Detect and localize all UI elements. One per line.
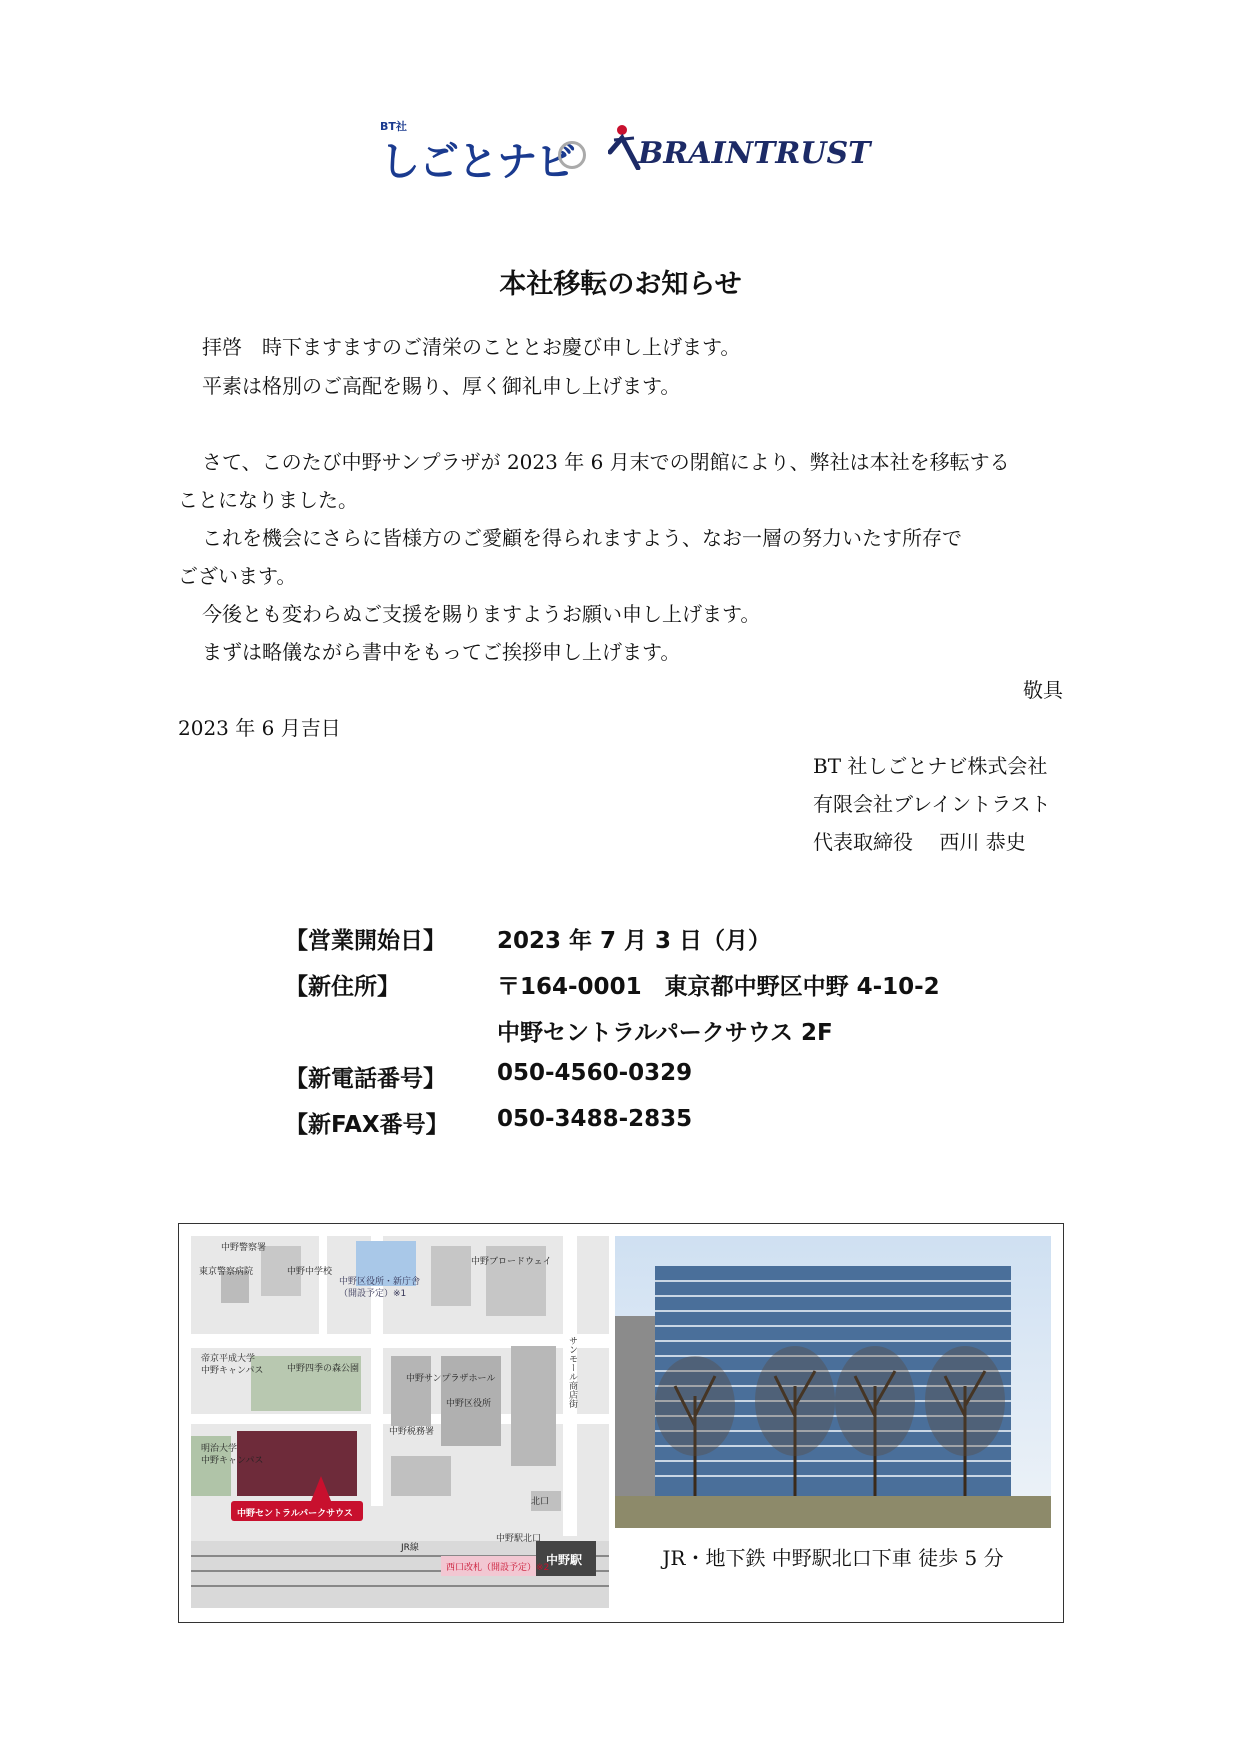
body-line-7: 今後とも変わらぬご支援を賜りますようお願い申し上げます。 xyxy=(202,602,761,626)
open-date-label: 【営業開始日】 xyxy=(285,928,446,954)
map-label-teikyo-campus: 中野キャンパス xyxy=(201,1366,264,1376)
shigoto-navi-logo-small: BT社 xyxy=(380,120,407,133)
access-caption: JR・地下鉄 中野駅北口下車 徒歩 5 分 xyxy=(662,1546,1004,1570)
building-photo xyxy=(615,1236,1051,1528)
shigoto-navi-logo: しごとナビ xyxy=(380,139,575,185)
map-label-new-exit: 西口改札（開設予定）※2 xyxy=(446,1563,550,1573)
signature-representative: 代表取締役 西川 恭史 xyxy=(813,830,1026,854)
phone-value: 050-4560-0329 xyxy=(497,1060,693,1086)
access-box xyxy=(178,1223,1064,1623)
address-value-line1: 〒164-0001 東京都中野区中野 4-10-2 xyxy=(497,974,940,1000)
map-label-ward-office: 中野区役所 xyxy=(446,1399,492,1409)
address-value-line2: 中野セントラルパークサウス 2F xyxy=(497,1020,833,1046)
map-label-station-north: 中野駅北口 xyxy=(496,1534,542,1544)
body-line-6: ございます。 xyxy=(178,564,297,588)
map-label-tax-office: 中野税務署 xyxy=(389,1427,435,1437)
page-title: 本社移転のお知らせ xyxy=(499,269,742,300)
map-label-station: 中野駅 xyxy=(546,1553,583,1567)
map-label-broadway: 中野ブロードウェイ xyxy=(471,1257,552,1267)
address-label: 【新住所】 xyxy=(285,974,400,1000)
fax-label: 【新FAX番号】 xyxy=(285,1112,449,1138)
map-label-new-office-note: （開設予定）※1 xyxy=(339,1289,407,1299)
building-photo-graphic xyxy=(615,1236,1051,1528)
map-target-label: 中野セントラルパークサウス xyxy=(237,1509,353,1519)
map-label-nakano-jhs: 中野中学校 xyxy=(287,1267,333,1277)
map-label-teikyo-univ: 帝京平成大学 xyxy=(201,1354,256,1364)
map-label-hospital: 東京警察病院 xyxy=(199,1267,254,1277)
map-label-new-office: 中野区役所・新庁舎 xyxy=(339,1277,421,1287)
map-label-jr-line: JR線 xyxy=(401,1543,419,1553)
body-line-1: 拝啓 時下ますますのご清栄のこととお慶び申し上げます。 xyxy=(202,335,741,359)
braintrust-logo: BRAINTRUST xyxy=(638,136,871,171)
fax-value: 050-3488-2835 xyxy=(497,1106,693,1132)
body-line-5: これを機会にさらに皆様方のご愛顧を得られますよう、なお一層の努力いたす所存で xyxy=(202,526,962,550)
map-label-shiki-park: 中野四季の森公園 xyxy=(287,1364,360,1374)
signature-company-2: 有限会社ブレイントラスト xyxy=(813,792,1051,816)
header-logos xyxy=(380,112,871,185)
signature-company-1: BT 社しごとナビ株式会社 xyxy=(813,754,1048,778)
phone-label: 【新電話番号】 xyxy=(285,1066,446,1092)
access-map xyxy=(191,1236,609,1608)
body-line-3: さて、このたび中野サンプラザが 2023 年 6 月末での閉館により、弊社は本社を移転する xyxy=(202,450,1010,474)
letter-date: 2023 年 6 月吉日 xyxy=(178,716,341,740)
logo-circle-icon xyxy=(558,141,586,169)
map-label-meiji-campus: 中野キャンパス xyxy=(201,1456,264,1466)
body-line-2: 平素は格別のご高配を賜り、厚く御礼申し上げます。 xyxy=(202,374,681,398)
map-label-north-exit: 北口 xyxy=(531,1497,550,1507)
map-label-meiji-univ: 明治大学 xyxy=(201,1444,238,1454)
map-label-sunplaza: 中野サンプラザホール xyxy=(406,1374,496,1384)
open-date-value: 2023 年 7 月 3 日（月） xyxy=(497,928,772,954)
map-label-police: 中野警察署 xyxy=(221,1243,267,1253)
body-line-4: ことになりました。 xyxy=(178,488,358,512)
closing: 敬具 xyxy=(1023,678,1063,702)
map-label-sunmall: サンモール商店街 xyxy=(567,1336,577,1408)
body-line-8: まずは略儀ながら書中をもってご挨拶申し上げます。 xyxy=(202,640,681,664)
